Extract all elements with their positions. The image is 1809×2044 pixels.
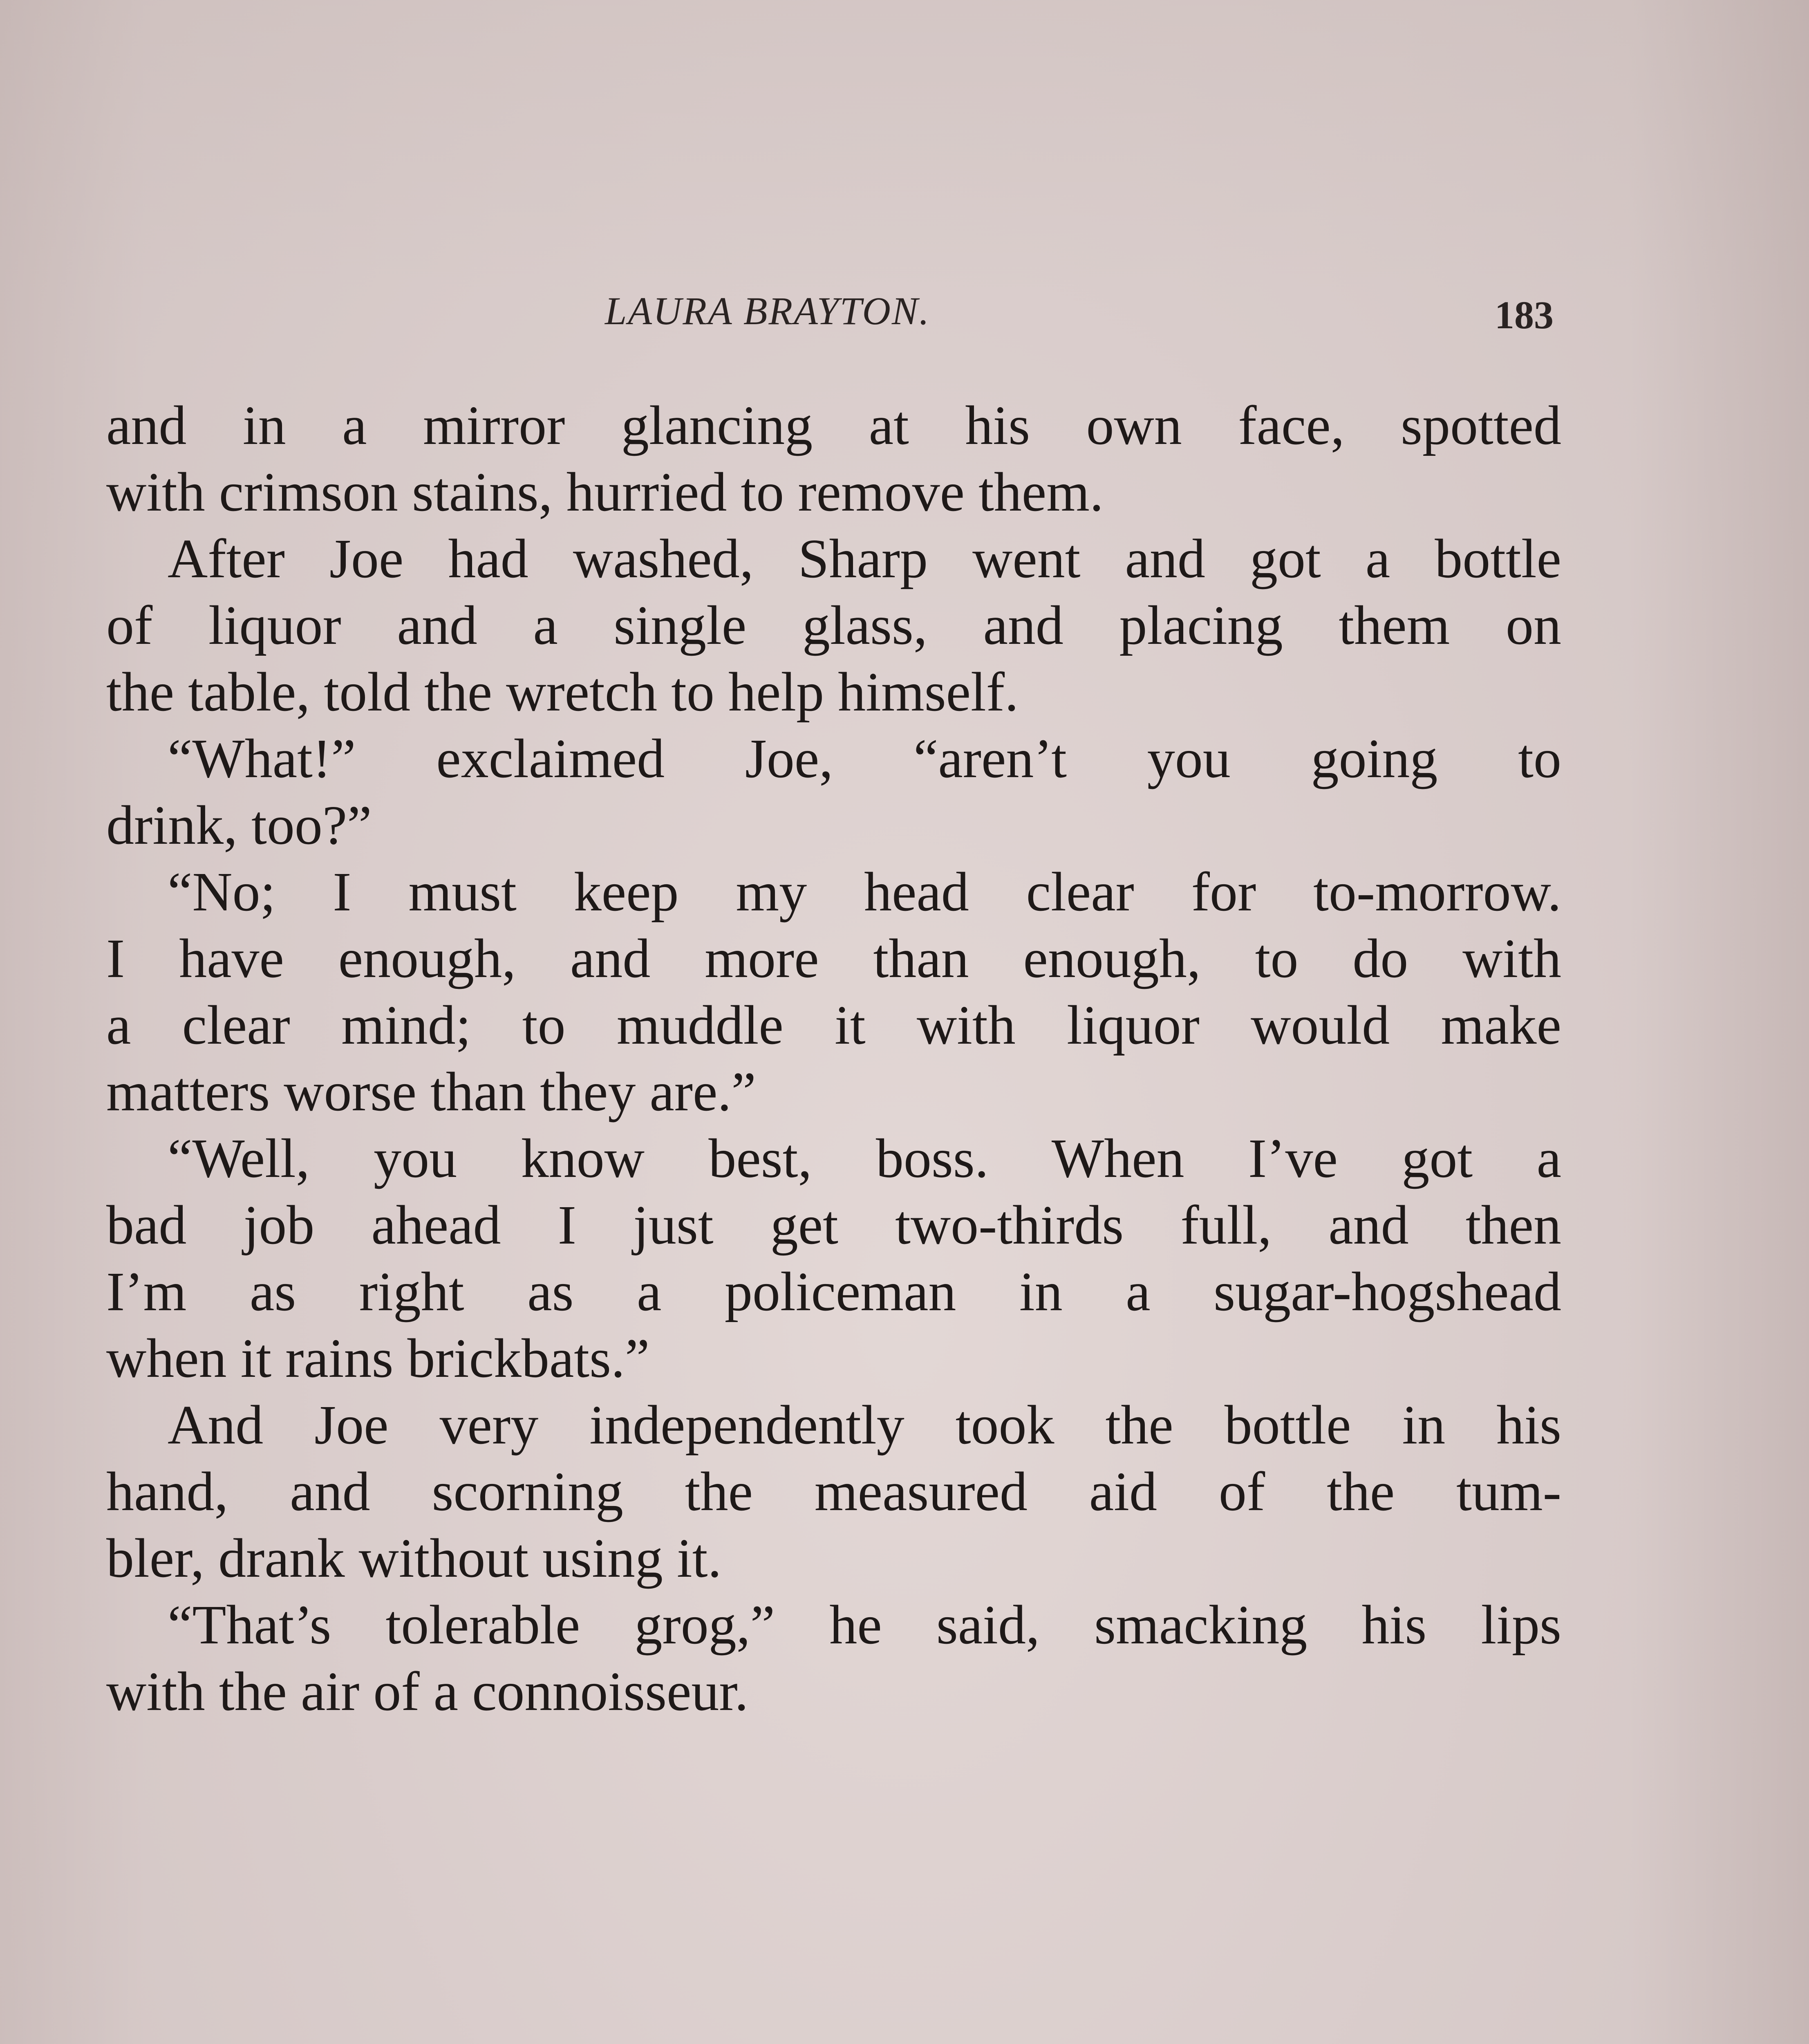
text-line: bler, drank without using it.: [106, 1528, 722, 1589]
text-line: “Well, you know best, boss. When I’ve got a: [168, 1128, 1561, 1189]
text-line: of liquor and a single glass, and placing them on: [106, 595, 1561, 656]
text-line: hand, and scorning the measured aid of the tum-: [106, 1461, 1561, 1522]
text-line: when it rains brickbats.”: [106, 1328, 650, 1389]
text-line: with the air of a connoisseur.: [106, 1661, 749, 1722]
body-text: [106, 392, 1561, 1725]
text-line: After Joe had washed, Sharp went and got a bottle: [168, 528, 1561, 589]
text-line: “What!” exclaimed Joe, “aren’t you going to: [168, 728, 1561, 789]
text-line: the table, told the wretch to help himself.: [106, 661, 1019, 723]
text-line: I’m as right as a policeman in a sugar-hogshead: [106, 1261, 1561, 1322]
text-line: a clear mind; to muddle it with liquor would make: [106, 995, 1561, 1056]
text-line: and in a mirror glancing at his own face, spotted: [106, 395, 1561, 456]
text-line: drink, too?”: [106, 795, 372, 856]
text-line: And Joe very independently took the bottle in his: [168, 1394, 1561, 1456]
running-head: LAURA BRAYTON.: [605, 289, 930, 333]
text-line: bad job ahead I just get two-thirds full, and then: [106, 1195, 1561, 1256]
text-line: “That’s tolerable grog,” he said, smacking his lips: [168, 1594, 1561, 1656]
page-number: 183: [1495, 293, 1554, 337]
text-line: with crimson stains, hurried to remove them.: [106, 462, 1104, 523]
text-line: “No; I must keep my head clear for to-morrow.: [168, 861, 1561, 923]
text-line: I have enough, and more than enough, to do with: [106, 928, 1561, 989]
text-line: matters worse than they are.”: [106, 1061, 756, 1123]
